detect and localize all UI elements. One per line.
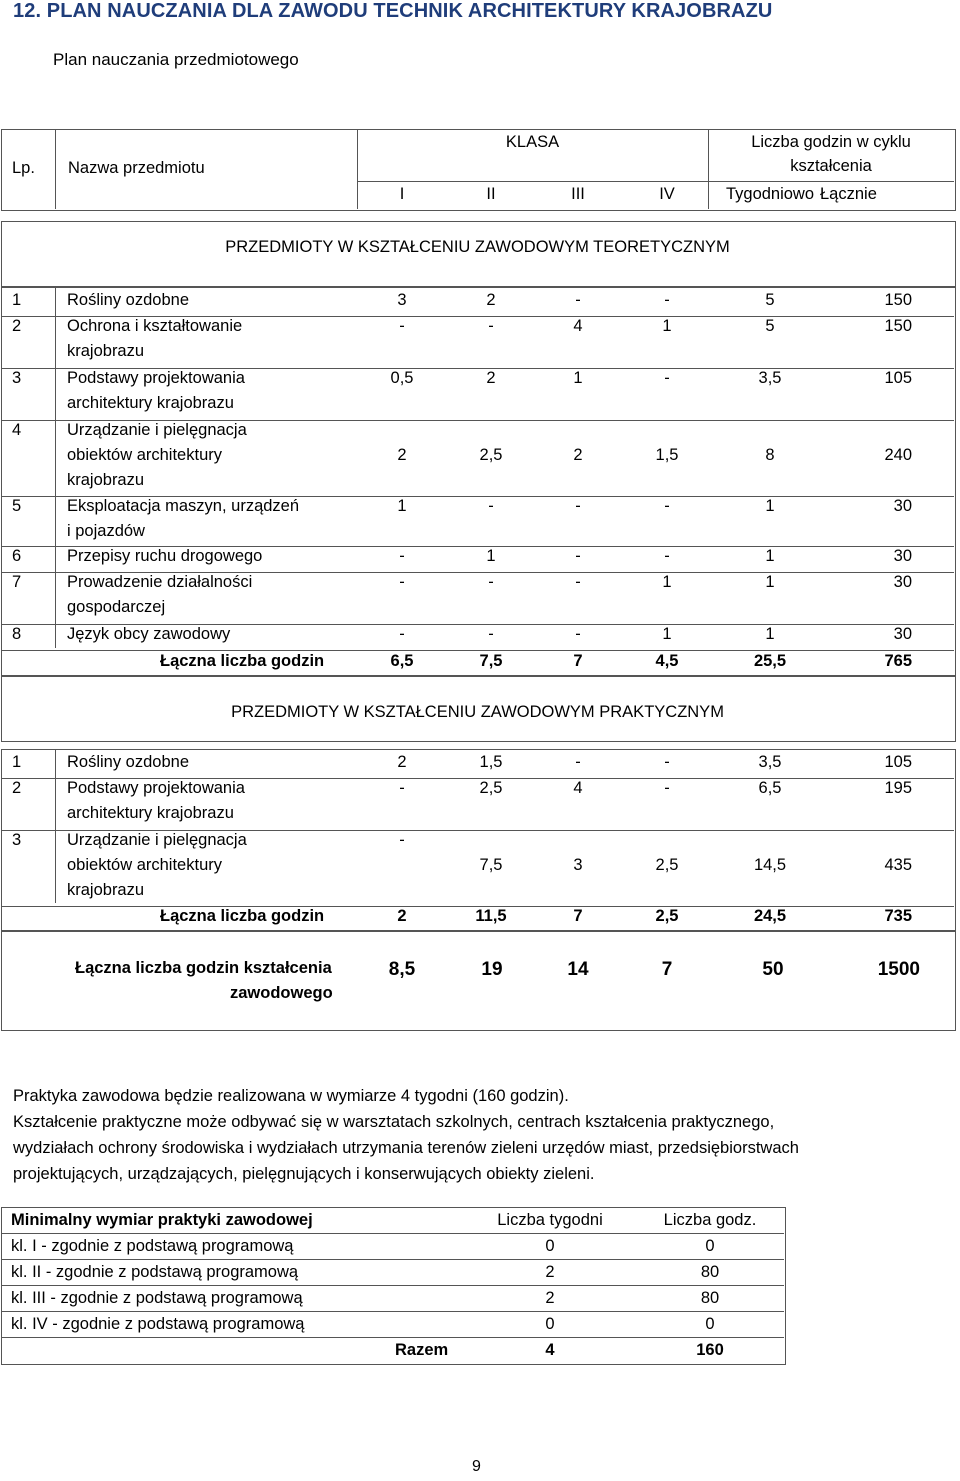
subject-name: obiektów architektury [67, 856, 222, 874]
grid-line [1, 1233, 784, 1234]
total-hours-cell: 30 [893, 547, 912, 565]
theory-section-heading: PRZEDMIOTY W KSZTAŁCENIU ZAWODOWYM TEORETYCZNYM [225, 238, 730, 256]
row-lp: 3 [12, 831, 22, 849]
hours-cell: 1 [765, 547, 775, 565]
practice-row-label: kl. II - zgodnie z podstawą programową [11, 1263, 299, 1281]
grid-line [1, 1285, 784, 1286]
theory-sum-label: Łączna liczba godzin [160, 652, 325, 670]
subject-name: Urządzanie i pielęgnacja [67, 421, 247, 439]
total-hours-cell: 30 [893, 625, 912, 643]
practice-row-label: kl. I - zgodnie z podstawą programową [11, 1237, 294, 1255]
hours-cell: - [399, 831, 405, 849]
practice-sum-cell: 11,5 [475, 907, 507, 925]
subject-name: krajobrazu [67, 342, 145, 360]
grand-total-cell: 14 [567, 959, 589, 980]
hours-cell: - [575, 753, 581, 771]
hours-cell: - [488, 497, 494, 515]
theory-sum-cell: 7,5 [479, 652, 503, 670]
practice-row-hours: 80 [700, 1263, 720, 1281]
grand-total-label-line2: zawodowego [230, 984, 333, 1002]
hours-cell: - [664, 547, 670, 565]
theory-sum-cell: 4,5 [655, 652, 679, 670]
practice-header-weeks: Liczba tygodni [497, 1211, 603, 1229]
paragraph-line: Praktyka zawodowa będzie realizowana w wymiarze 4 tygodni (160 godzin). [13, 1087, 569, 1105]
grand-total-label-line1: Łączna liczba godzin kształcenia [75, 959, 332, 977]
practice-total-label: Razem [395, 1341, 449, 1359]
practice-row-weeks: 0 [545, 1237, 555, 1255]
hours-cell: 8 [765, 446, 775, 464]
subject-name: Rośliny ozdobne [67, 753, 189, 771]
hours-cell: - [664, 369, 670, 387]
header-total: Łącznie [820, 185, 877, 203]
hours-cell: 2,5 [479, 779, 503, 797]
total-hours-cell: 105 [884, 369, 912, 387]
hours-cell: - [664, 753, 670, 771]
total-hours-cell: 30 [893, 573, 912, 591]
row-lp: 2 [12, 317, 22, 335]
subject-name: Rośliny ozdobne [67, 291, 189, 309]
total-hours-cell: 435 [884, 856, 912, 874]
practice-row-weeks: 0 [545, 1315, 555, 1333]
hours-cell: - [664, 497, 670, 515]
row-lp: 6 [12, 547, 22, 565]
row-lp: 1 [12, 291, 22, 309]
hours-cell: 1 [765, 497, 775, 515]
subject-name: Język obcy zawodowy [67, 625, 231, 643]
hours-cell: - [399, 779, 405, 797]
practice-sum-cell: 24,5 [753, 907, 787, 925]
hours-cell: 0,5 [390, 369, 414, 387]
hours-cell: 1 [662, 573, 672, 591]
grand-total-cell: 8,5 [388, 959, 416, 980]
subject-name: Przepisy ruchu drogowego [67, 547, 263, 565]
header-subject-name: Nazwa przedmiotu [68, 159, 205, 177]
practice-paragraph [13, 1083, 948, 1187]
hours-cell: - [664, 291, 670, 309]
grand-total-cell: 19 [481, 959, 503, 980]
hours-cell: - [399, 317, 405, 335]
subject-name: obiektów architektury [67, 446, 222, 464]
hours-cell: - [488, 625, 494, 643]
hours-cell: 1,5 [479, 753, 503, 771]
theory-sum-cell: 25,5 [753, 652, 787, 670]
practice-header-hours: Liczba godz. [663, 1211, 757, 1229]
hours-cell: 14,5 [753, 856, 787, 874]
theory-sum-cell: 6,5 [390, 652, 414, 670]
hours-cell: 6,5 [758, 779, 782, 797]
hours-cell: 1 [662, 625, 672, 643]
hours-cell: 5 [765, 291, 775, 309]
total-hours-cell: 150 [884, 291, 912, 309]
header-hours-line1: Liczba godzin w cyklu [751, 133, 911, 151]
subject-name: architektury krajobrazu [67, 804, 234, 822]
row-lp: 5 [12, 497, 22, 515]
hours-cell: 2,5 [655, 856, 679, 874]
hours-cell: 1 [486, 547, 496, 565]
hours-cell: 1 [662, 317, 672, 335]
hours-cell: 5 [765, 317, 775, 335]
grid-line [1, 1311, 784, 1312]
hours-cell: 2 [397, 753, 407, 771]
hours-cell: - [575, 547, 581, 565]
header-class-III: III [571, 185, 585, 203]
subject-name: Podstawy projektowania [67, 369, 245, 387]
hours-cell: 1 [765, 625, 775, 643]
grid-line [55, 287, 56, 648]
hours-cell: 3 [573, 856, 583, 874]
hours-cell: 4 [573, 317, 583, 335]
hours-cell: - [488, 317, 494, 335]
practice-sum-cell: 2 [397, 907, 407, 925]
page-subtitle: Plan nauczania przedmiotowego [53, 50, 299, 69]
practice-sum-cell: 2,5 [655, 907, 679, 925]
row-lp: 7 [12, 573, 22, 591]
hours-cell: 2,5 [479, 446, 503, 464]
header-class-IV: IV [659, 185, 675, 203]
practice-sum-total: 735 [884, 907, 912, 925]
hours-cell: 1 [765, 573, 775, 591]
hours-cell: 2 [397, 446, 407, 464]
paragraph-line: wydziałach ochrony środowiska i wydziałach utrzymania terenów zieleni urzędów miast, przedsiębiorstwach [13, 1139, 799, 1157]
hours-cell: 1 [397, 497, 407, 515]
row-lp: 8 [12, 625, 22, 643]
grand-total-cell: 7 [661, 959, 673, 980]
total-hours-cell: 150 [884, 317, 912, 335]
grid-line [1, 1259, 784, 1260]
subject-name: Ochrona i kształtowanie [67, 317, 243, 335]
practice-sum-cell: 7 [573, 907, 583, 925]
row-lp: 2 [12, 779, 22, 797]
grid-line [1, 1337, 784, 1338]
hours-cell: - [488, 573, 494, 591]
hours-cell: 3,5 [758, 753, 782, 771]
subject-name: Podstawy projektowania [67, 779, 245, 797]
practice-total-weeks: 4 [545, 1341, 555, 1359]
header-weekly: Tygodniowo [725, 185, 815, 203]
practice-sum-label: Łączna liczba godzin [160, 907, 325, 925]
row-lp: 3 [12, 369, 22, 387]
header-lp: Lp. [12, 159, 35, 177]
hours-cell: 2 [486, 369, 496, 387]
hours-cell: - [399, 573, 405, 591]
grid-line [55, 129, 56, 209]
paragraph-line: Kształcenie praktyczne może odbywać się w warsztatach szkolnych, centrach kształcenia praktycznego, [13, 1113, 775, 1131]
header-klasa: KLASA [505, 133, 560, 151]
hours-cell: - [575, 497, 581, 515]
hours-cell: 1,5 [655, 446, 679, 464]
practice-section-heading: PRZEDMIOTY W KSZTAŁCENIU ZAWODOWYM PRAKTYCZNYM [231, 703, 724, 721]
hours-cell: 3,5 [758, 369, 782, 387]
row-lp: 4 [12, 421, 22, 439]
hours-cell: 1 [573, 369, 583, 387]
practice-header-label: Minimalny wymiar praktyki zawodowej [11, 1211, 313, 1229]
subject-name: Urządzanie i pielęgnacja [67, 831, 247, 849]
practice-row-weeks: 2 [545, 1289, 555, 1307]
grand-total-box [1, 931, 956, 1031]
page-number: 9 [472, 1458, 481, 1475]
total-hours-cell: 240 [884, 446, 912, 464]
header-class-II: II [486, 185, 496, 203]
hours-cell: 2 [486, 291, 496, 309]
header-hours-line2: kształcenia [790, 157, 872, 175]
practice-row-label: kl. III - zgodnie z podstawą programową [11, 1289, 303, 1307]
hours-cell: 2 [573, 446, 583, 464]
practice-row-weeks: 2 [545, 1263, 555, 1281]
practice-row-hours: 0 [705, 1237, 715, 1255]
grid-line [357, 181, 954, 182]
theory-sum-cell: 7 [573, 652, 583, 670]
hours-cell: - [575, 625, 581, 643]
hours-cell: 3 [397, 291, 407, 309]
subject-name: gospodarczej [67, 598, 166, 616]
hours-cell: - [664, 779, 670, 797]
total-hours-cell: 195 [884, 779, 912, 797]
grand-total-sum: 1500 [877, 959, 920, 980]
hours-cell: - [399, 547, 405, 565]
paragraph-line: projektujących, urządzających, pielęgnujących i konserwujących obiekty zieleni. [13, 1165, 595, 1183]
hours-cell: 4 [573, 779, 583, 797]
header-class-I: I [399, 185, 405, 203]
row-lp: 1 [12, 753, 22, 771]
subject-name: i pojazdów [67, 522, 145, 540]
hours-cell: - [575, 573, 581, 591]
practice-total-hours: 160 [696, 1341, 724, 1359]
subject-name: Eksploatacja maszyn, urządzeń [67, 497, 300, 515]
practice-row-label: kl. IV - zgodnie z podstawą programową [11, 1315, 305, 1333]
total-hours-cell: 30 [893, 497, 912, 515]
theory-sum-total: 765 [884, 652, 912, 670]
hours-cell: - [575, 291, 581, 309]
grid-line [55, 749, 56, 903]
subject-name: krajobrazu [67, 471, 145, 489]
total-hours-cell: 105 [884, 753, 912, 771]
subject-name: Prowadzenie działalności [67, 573, 253, 591]
page-title: 12. PLAN NAUCZANIA DLA ZAWODU TECHNIK ARCHITEKTURY KRAJOBRAZU [13, 0, 773, 22]
hours-cell: - [399, 625, 405, 643]
subject-name: krajobrazu [67, 881, 145, 899]
practice-row-hours: 80 [700, 1289, 720, 1307]
subject-name: architektury krajobrazu [67, 394, 234, 412]
grand-total-cell: 50 [762, 959, 784, 980]
hours-cell: 7,5 [479, 856, 503, 874]
practice-row-hours: 0 [705, 1315, 715, 1333]
